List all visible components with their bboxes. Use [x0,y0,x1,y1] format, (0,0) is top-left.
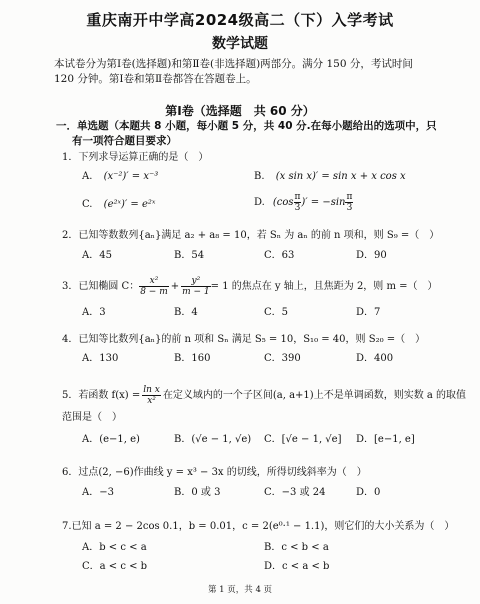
q1-stem: 1．下列求导运算正确的是（ ） [62,152,209,163]
q3-stem [62,276,438,297]
q5-den: x² [147,396,156,406]
part-one-heading: 第Ⅰ卷（选择题 共 60 分） [165,104,315,118]
q1-option-d [254,192,353,213]
q1-b-text: (x sin x)′ = sin x + x cos x [275,171,406,182]
q1-d-num2: π [346,192,353,202]
q1-d-mid: )′ = −sin [301,196,346,208]
q3-option-b: B．4 [174,307,198,318]
q7-option-b: B．c < b < a [264,542,329,553]
q6-option-d: D．0 [356,487,381,498]
q1-d-label: D. [254,196,265,208]
q1-option-b [254,170,406,184]
q3-option-a: A．3 [82,307,106,318]
q1-option-a [82,170,158,184]
q1-c-label: C. [82,199,93,210]
page-footer: 第 1 页，共 4 页 [207,585,273,595]
q2-stem: 2．已知等数数列{aₙ}满足 a₂ + a₈ = 10，若 Sₙ 为 aₙ 的前 n 项和，则 S₉ =（ ） [62,230,440,241]
q1-b-label: B. [254,171,265,182]
q6-stem: 6．过点(2, −6)作曲线 y = x³ − 3x 的切线，所得切线斜率为（ ） [62,467,367,478]
section-one-title: 一．单选题（本题共 8 小题，每小题 5 分，共 40 分.在每小题给出的选项中，只 [56,120,437,132]
q1-d-pre: (cos [272,196,294,208]
intro-line-1: 本试卷分为第Ⅰ卷(选择题)和第Ⅱ卷(非选择题)两部分。满分 150 分，考试时间 [54,58,413,70]
q5-post: 在定义域内的一个子区间(a, a+1)上不是单调函数，则实数 a 的取值 [162,389,467,401]
q1-c-text: (e²ˣ)′ = e²ˣ [103,199,156,210]
q4-option-a: A．130 [82,353,119,364]
q3-n2: y² [181,276,211,287]
intro-line-2: 120 分钟。第Ⅰ卷和第Ⅱ卷都答在答题卷上。 [54,73,257,85]
q4-option-d: D．400 [356,353,394,364]
q3-d1: 8 − m [140,287,168,297]
q5-num: ln x [143,385,160,395]
q3-option-c: C．5 [264,307,289,318]
q3-plus: + [170,280,180,292]
q3-frac2 [181,276,211,297]
q2-option-c: C．63 [264,250,295,261]
q5-stem [62,385,466,406]
q2-option-b: B．54 [174,250,205,261]
exam-subtitle: 数学试题 [212,36,268,52]
q1-d-den: 3 [294,203,301,213]
section-one-title-cont: 有一项符合题目要求） [72,135,177,147]
q4-stem: 4．已知等比数列{aₙ}的前 n 项和 Sₙ 满足 S₅ = 10，S₁₀ = 40，则 S₂₀ =（ ） [62,334,426,345]
q7-option-d: D．c < a < b [264,561,330,572]
exam-title: 重庆南开中学高2024级高二（下）入学考试 [86,11,394,29]
q3-pre: 3．已知椭圆 C： [62,280,140,292]
q1-option-c [82,198,155,212]
q3-option-d: D．7 [356,307,381,318]
q3-d2: m − 1 [182,287,210,297]
q5-option-c: C．[√e − 1, √e] [264,434,342,445]
q7-option-a: A．b < c < a [82,542,147,553]
q1-d-frac2 [345,192,353,213]
q1-d-num: π [294,192,301,202]
q4-option-b: B．160 [174,353,211,364]
q2-option-d: D．90 [356,250,387,261]
q7-stem: 7.已知 a = 2 − 2cos 0.1，b = 0.01，c = 2(e⁰·¹ − 1.1)，则它们的大小关系为（ ） [62,521,455,532]
q3-frac1 [139,276,169,297]
q1-a-text: (x⁻²)′ = x⁻³ [103,171,159,182]
q5-pre: 5．若函数 f(x) = [62,389,141,401]
q5-option-b: B．(√e − 1, √e) [174,434,252,445]
q5-frac [142,385,161,406]
q4-option-c: C．390 [264,353,301,364]
q6-option-c: C．−3 或 24 [264,487,326,498]
q3-post: = 1 的焦点在 y 轴上，且焦距为 2，则 m =（ ） [210,280,438,292]
q6-option-a: A．−3 [82,487,114,498]
q6-option-b: B．0 或 3 [174,487,221,498]
q1-a-label: A. [82,171,93,182]
q3-n1: x² [139,276,169,287]
q1-d-den2: 3 [346,203,353,213]
q5-option-a: A．(e−1, e) [82,434,140,445]
q5-stem-cont: 范围是（ ） [62,412,122,423]
q5-option-d: D．[e−1, e] [356,434,415,445]
q7-option-c: C．a < c < b [82,561,148,572]
q2-option-a: A．45 [82,250,112,261]
